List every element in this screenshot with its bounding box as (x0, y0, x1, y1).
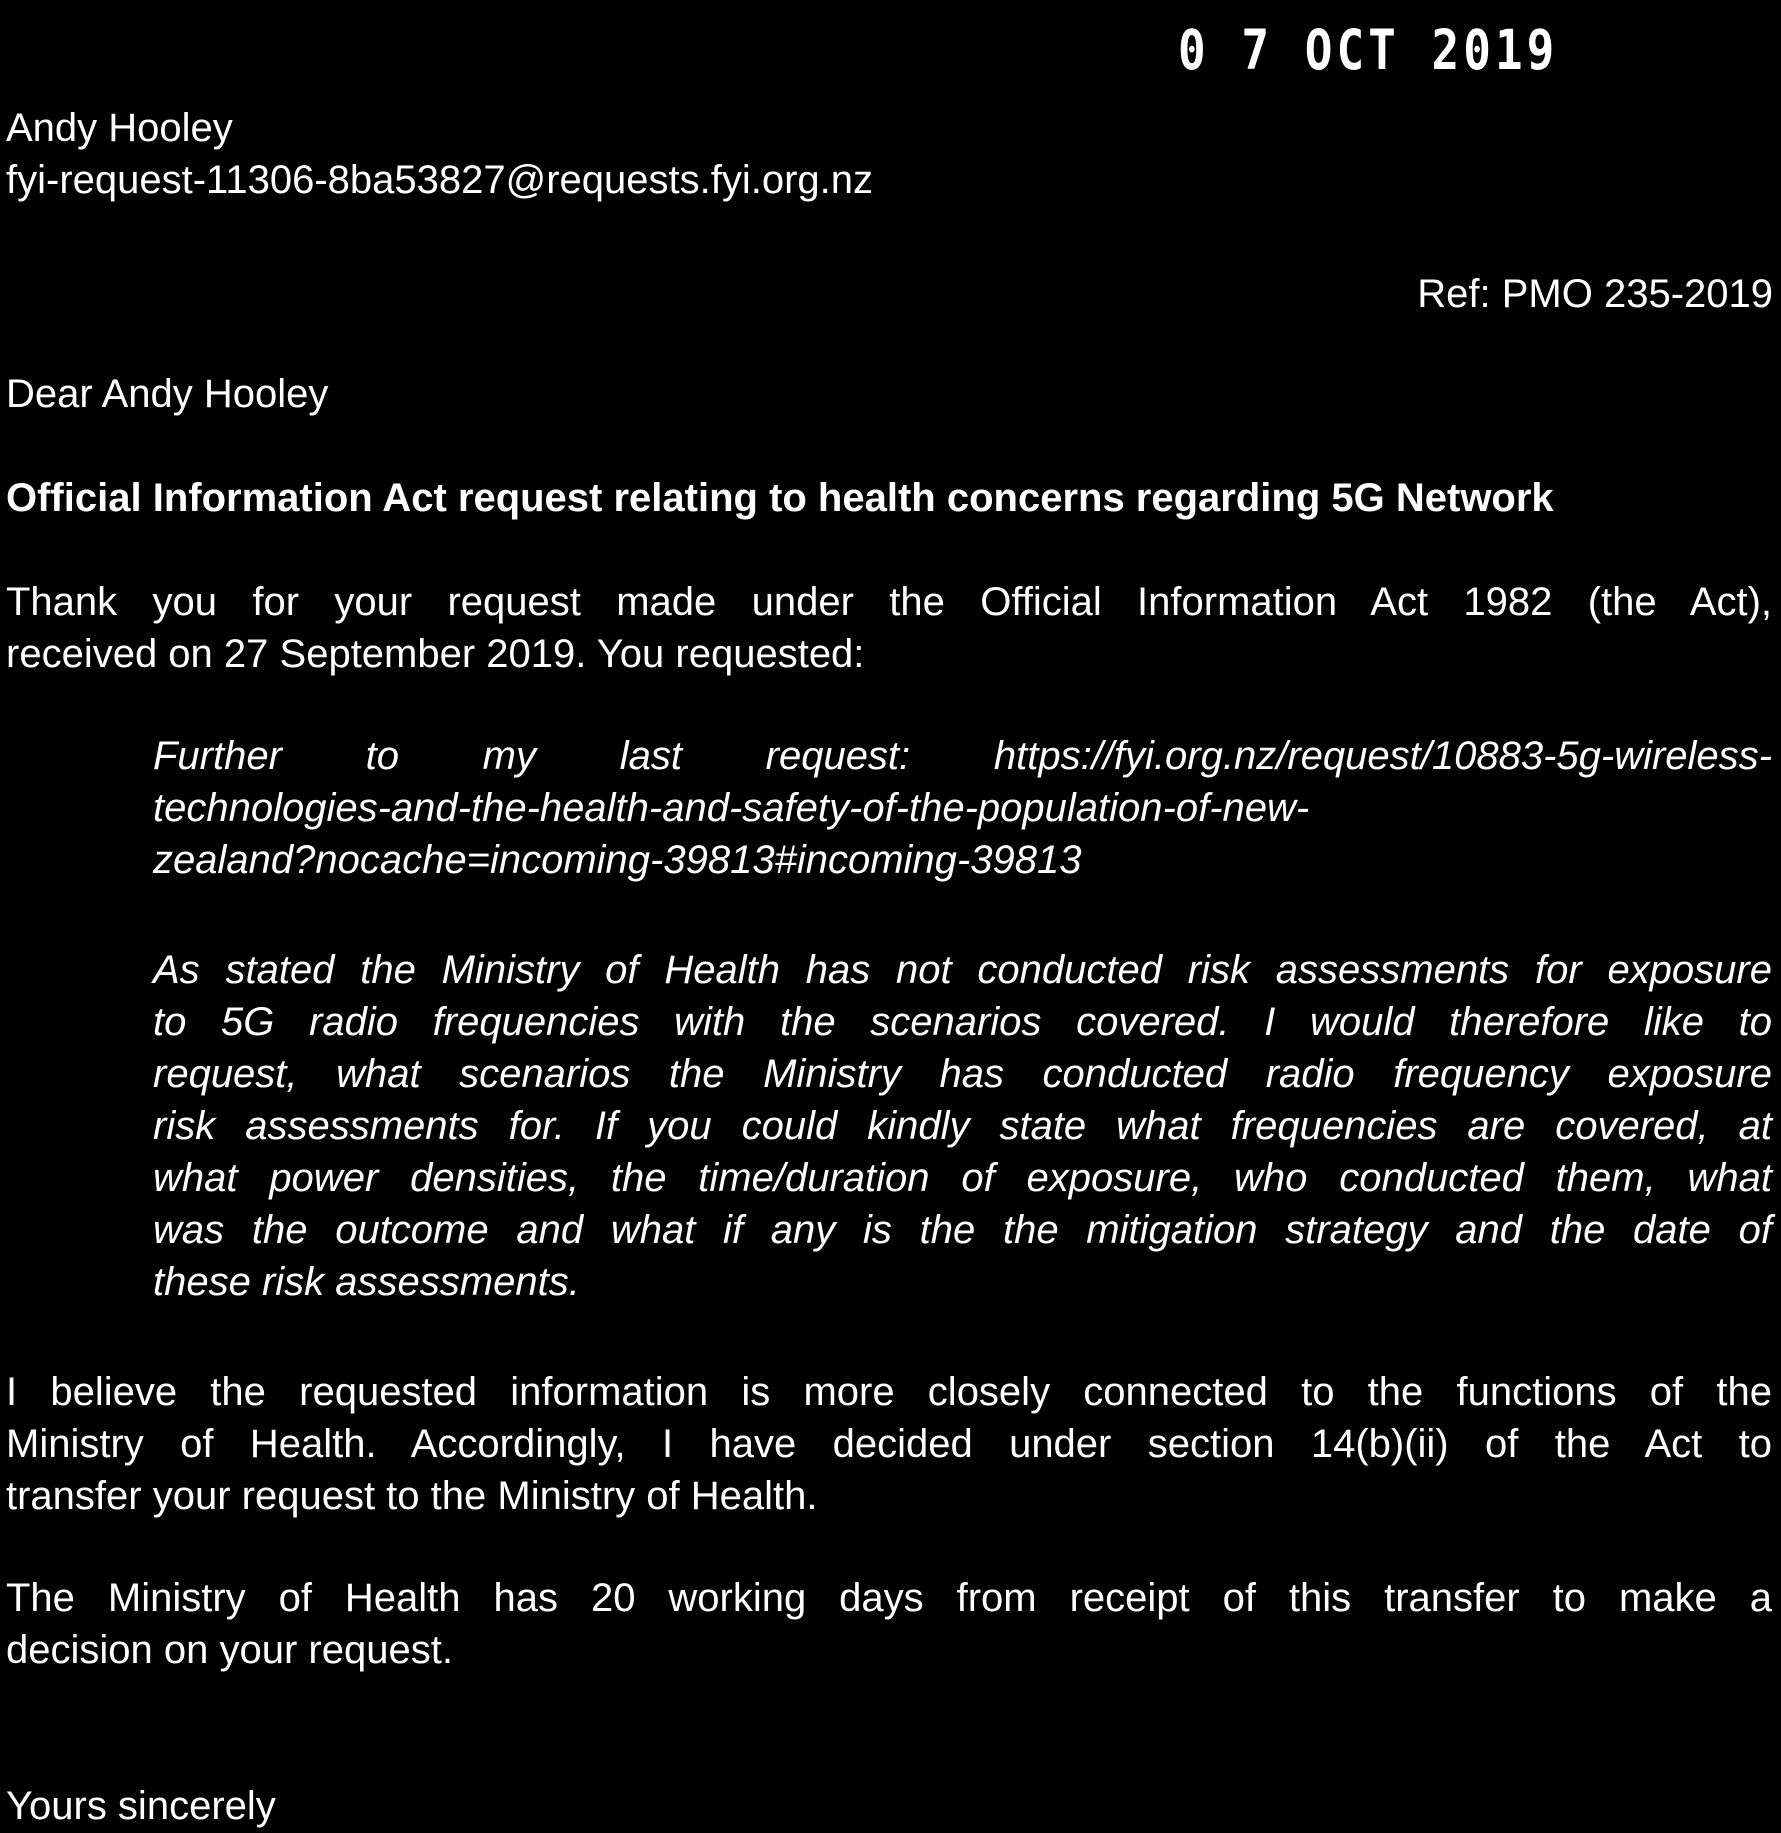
intro-line: Thank you for your request made under the Official Information Act 1982 (the Act), (6, 580, 1772, 624)
quoted-request-paragraph-2 (153, 944, 1772, 1308)
quote-line: request, what scenarios the Ministry has conducted radio frequency exposure (153, 1052, 1772, 1096)
closing: Yours sincerely (6, 1784, 276, 1828)
quote-line: to 5G radio frequencies with the scenarios covered. I would therefore like to (153, 1000, 1772, 1044)
transfer-paragraph (6, 1366, 1772, 1522)
quoted-request-paragraph-1 (153, 730, 1772, 886)
quote-line: risk assessments for. If you could kindly state what frequencies are covered, at (153, 1104, 1772, 1148)
quote-line: zealand?nocache=incoming-39813#incoming-39813 (153, 838, 1082, 882)
intro-paragraph (6, 576, 1772, 680)
quote-line: As stated the Ministry of Health has not conducted risk assessments for exposure (153, 948, 1772, 992)
recipient-email: fyi-request-11306-8ba53827@requests.fyi.org.nz (6, 158, 874, 202)
body-line: The Ministry of Health has 20 working days from receipt of this transfer to make a (6, 1576, 1772, 1620)
recipient-block (6, 102, 1772, 206)
body-line: I believe the requested information is more closely connected to the functions of the (6, 1370, 1772, 1414)
recipient-name: Andy Hooley (6, 106, 233, 150)
body-line: transfer your request to the Ministry of Health. (6, 1474, 818, 1518)
salutation: Dear Andy Hooley (6, 372, 329, 416)
reference-number: Ref: PMO 235-2019 (1417, 272, 1773, 316)
subject-heading: Official Information Act request relating to health concerns regarding 5G Network (6, 476, 1554, 520)
quote-line: technologies-and-the-health-and-safety-of-the-population-of-new- (153, 786, 1310, 830)
body-line: Ministry of Health. Accordingly, I have decided under section 14(b)(ii) of the Act to (6, 1422, 1772, 1466)
quote-line: was the outcome and what if any is the the mitigation strategy and the date of (153, 1208, 1772, 1252)
date-received-stamp: 0 7 OCT 2019 (1178, 17, 1559, 83)
quote-line: Further to my last request: https://fyi.org.nz/request/10883-5g-wireless- (153, 734, 1772, 778)
intro-line: received on 27 September 2019. You requested: (6, 632, 865, 676)
body-line: decision on your request. (6, 1628, 453, 1672)
deadline-paragraph (6, 1572, 1772, 1676)
quote-line: what power densities, the time/duration of exposure, who conducted them, what (153, 1156, 1772, 1200)
quote-line: these risk assessments. (153, 1260, 580, 1304)
